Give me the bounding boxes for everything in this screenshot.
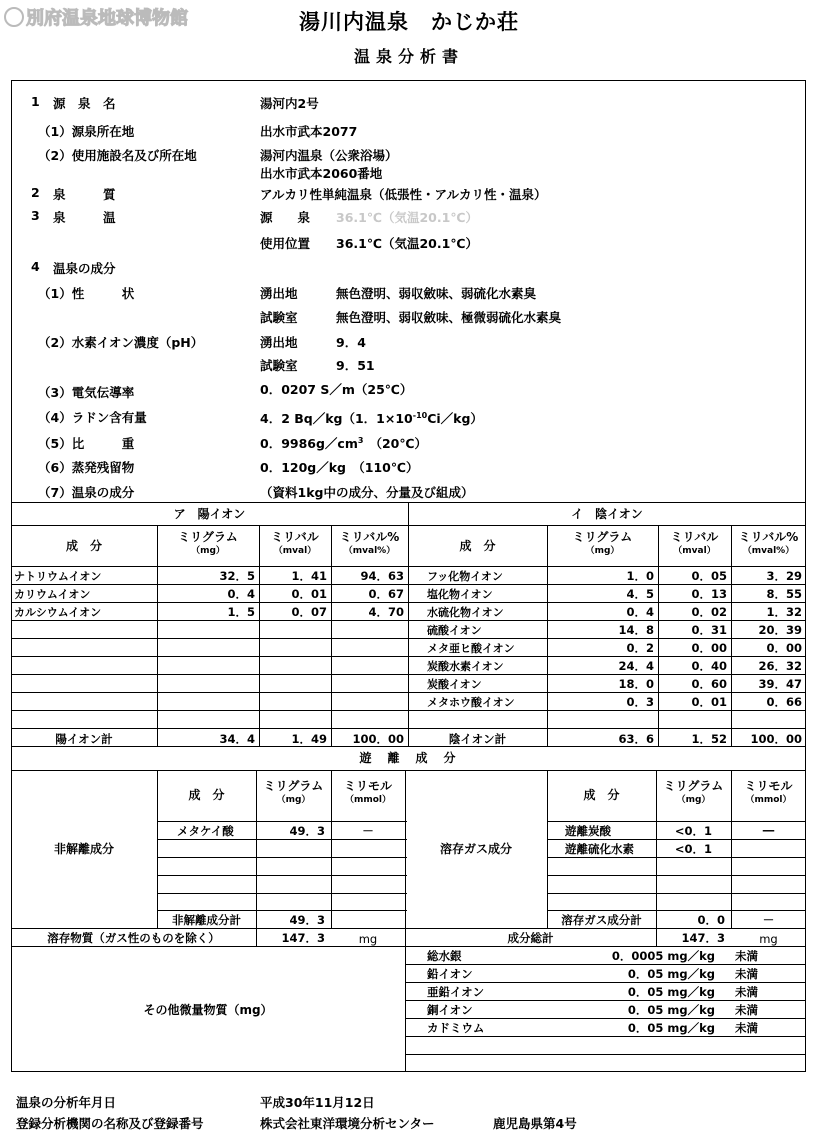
facility-label: （2）使用施設名及び所在地 bbox=[38, 148, 197, 163]
row-divider bbox=[11, 656, 806, 657]
row-divider bbox=[11, 620, 806, 621]
residue-label: （6）蒸発残留物 bbox=[38, 460, 135, 475]
trace-note: 未満 bbox=[735, 949, 758, 963]
non-dissociated-mg: 49．3 bbox=[289, 824, 325, 838]
cation-pct: 94．63 bbox=[360, 569, 404, 583]
gas-name: 遊離硫化水素 bbox=[565, 842, 634, 856]
cation-col-mg: ミリグラム （mg） bbox=[178, 530, 238, 556]
anion-mval: 0．05 bbox=[691, 569, 727, 583]
gas-col-mg: ミリグラム （mg） bbox=[663, 779, 724, 805]
cation-col-component: 成 分 bbox=[65, 539, 102, 553]
row-divider bbox=[547, 910, 806, 911]
property-label: （1）性 状 bbox=[38, 286, 135, 301]
temp-source-label: 源 泉 bbox=[260, 210, 311, 225]
row-divider bbox=[11, 584, 806, 585]
trace-name: 鉛イオン bbox=[427, 967, 473, 981]
row-divider bbox=[11, 710, 806, 711]
anion-col-component: 成 分 bbox=[459, 539, 496, 553]
cation-total-label: 陽イオン計 bbox=[55, 732, 113, 746]
row-divider bbox=[405, 1018, 806, 1019]
non-total-mg: 49．3 bbox=[289, 913, 325, 927]
quality-value: アルカリ性単純温泉（低張性・アルカリ性・温泉） bbox=[260, 187, 547, 202]
anion-mg: 24．4 bbox=[618, 659, 654, 673]
property-source-value: 無色澄明、弱収斂味、弱硫化水素臭 bbox=[336, 286, 537, 301]
document-subtitle: 温泉分析書 bbox=[353, 47, 464, 66]
row-divider bbox=[405, 1054, 806, 1055]
anion-pct: 0．00 bbox=[766, 641, 802, 655]
grand-total-label: 成分総計 bbox=[507, 931, 554, 945]
anion-total-pct: 100．00 bbox=[750, 732, 802, 746]
property-source-label: 湧出地 bbox=[260, 286, 298, 301]
gas-mg: <0．1 bbox=[674, 824, 713, 838]
anion-name: 硫酸イオン bbox=[427, 624, 482, 637]
temp-use-label: 使用位置 bbox=[260, 236, 311, 251]
anion-mg: 0．3 bbox=[626, 695, 654, 709]
anion-name: フッ化物イオン bbox=[427, 570, 503, 583]
gas-mmol: ― bbox=[762, 823, 775, 837]
anion-pct: 0．66 bbox=[766, 695, 802, 709]
non-col-mmol: ミリモル （mmol） bbox=[343, 779, 392, 805]
row-divider bbox=[547, 893, 806, 894]
row-divider bbox=[157, 839, 407, 840]
gas-col-component: 成 分 bbox=[583, 788, 620, 802]
organization-value: 株式会社東洋環境分析センター bbox=[260, 1116, 435, 1131]
document-title: 湯川内温泉 かじか荘 bbox=[299, 10, 519, 34]
property-lab-label: 試験室 bbox=[260, 310, 298, 325]
trace-value: 0．05 mg／kg bbox=[627, 1021, 715, 1035]
trace-note: 未満 bbox=[735, 1021, 758, 1035]
source-no: 1 bbox=[31, 94, 40, 109]
anion-pct: 20．39 bbox=[758, 623, 802, 637]
trace-note: 未満 bbox=[735, 1003, 758, 1017]
non-col-component: 成 分 bbox=[188, 788, 225, 802]
ec-label: （3）電気伝導率 bbox=[38, 385, 135, 400]
comp-label: 温泉の成分 bbox=[53, 261, 116, 276]
quality-no: 2 bbox=[31, 185, 40, 200]
gravity-label: （5）比 重 bbox=[38, 436, 135, 451]
watermark: 別府温泉地球博物館 bbox=[4, 4, 188, 30]
organization-label: 登録分析機関の名称及び登録番号 bbox=[16, 1116, 204, 1131]
location-label: （1）源泉所在地 bbox=[38, 124, 135, 139]
cation-total-mg: 34．4 bbox=[219, 732, 255, 746]
trace-name: 総水銀 bbox=[427, 949, 462, 963]
gas-col-mmol: ミリモル （mmol） bbox=[744, 779, 793, 805]
dissolved-unit: mg bbox=[358, 932, 378, 946]
anion-pct: 8．55 bbox=[766, 587, 802, 601]
ph-source-value: 9．4 bbox=[336, 335, 366, 350]
anion-mg: 18．0 bbox=[618, 677, 654, 691]
row-divider bbox=[11, 602, 806, 603]
anion-name: メタホウ酸イオン bbox=[427, 696, 515, 709]
analysis-date-value: 平成30年11月12日 bbox=[260, 1095, 375, 1110]
anion-name: 炭酸水素イオン bbox=[427, 660, 504, 673]
temp-use-value: 36.1℃（気温20.1℃） bbox=[336, 236, 478, 251]
anion-mval: 0．02 bbox=[691, 605, 727, 619]
anion-col-mg: ミリグラム （mg） bbox=[572, 530, 633, 556]
anion-pct: 1．32 bbox=[766, 605, 802, 619]
non-dissociated-mmol: － bbox=[362, 824, 374, 838]
anion-title: イ 陰イオン bbox=[571, 507, 643, 521]
row-divider bbox=[405, 1000, 806, 1001]
residue-value: 0．120g／kg （110℃） bbox=[260, 460, 419, 475]
anion-pct: 26．32 bbox=[758, 659, 802, 673]
organization-registration: 鹿児島県第4号 bbox=[493, 1116, 577, 1131]
dissolved-gas-label: 溶存ガス成分 bbox=[439, 842, 512, 856]
anion-name: 塩化物イオン bbox=[427, 588, 493, 601]
cation-mg: 0．4 bbox=[227, 587, 255, 601]
gas-mg: <0．1 bbox=[674, 842, 713, 856]
ph-label: （2）水素イオン濃度（pH） bbox=[38, 335, 204, 350]
row-divider bbox=[405, 982, 806, 983]
trace-value: 0．0005 mg／kg bbox=[611, 949, 715, 963]
cation-mval: 0．01 bbox=[291, 587, 327, 601]
temp-label: 泉 温 bbox=[53, 210, 116, 225]
radon-value: 4．2 Bq／kg（1．$1\times 10^{-10}Ci/kg$） bbox=[260, 410, 483, 426]
anion-pct: 3．29 bbox=[766, 569, 802, 583]
ph-lab-value: 9．51 bbox=[336, 358, 375, 373]
gas-total-label: 溶存ガス成分計 bbox=[561, 913, 642, 927]
row-divider bbox=[157, 875, 407, 876]
dissolved-label: 溶存物質（ガス性のものを除く） bbox=[47, 931, 220, 945]
anion-mval: 0．00 bbox=[691, 641, 727, 655]
row-divider bbox=[405, 964, 806, 965]
trace-name: 亜鉛イオン bbox=[427, 985, 485, 999]
quality-label: 泉 質 bbox=[53, 187, 116, 202]
non-dissociated-name: メタケイ酸 bbox=[177, 824, 234, 838]
anion-total-mval: 1．52 bbox=[691, 732, 727, 746]
non-col-mg: ミリグラム （mg） bbox=[263, 779, 324, 805]
location-value: 出水市武本2077 bbox=[260, 124, 358, 139]
row-divider bbox=[157, 857, 407, 858]
components-label: （7）温泉の成分 bbox=[38, 485, 135, 500]
trace-value: 0．05 mg／kg bbox=[627, 985, 715, 999]
row-divider bbox=[405, 1036, 806, 1037]
anion-mg: 0．4 bbox=[626, 605, 654, 619]
ph-lab-label: 試験室 bbox=[260, 358, 298, 373]
cation-pct: 4．70 bbox=[368, 605, 404, 619]
anion-mg: 14．8 bbox=[618, 623, 654, 637]
anion-pct: 39．47 bbox=[758, 677, 802, 691]
source-value: 湯河内2号 bbox=[260, 96, 319, 111]
anion-mval: 0．40 bbox=[691, 659, 727, 673]
trace-name: カドミウム bbox=[427, 1021, 485, 1035]
anion-mg: 1．0 bbox=[626, 569, 654, 583]
cation-total-mval: 1．49 bbox=[291, 732, 327, 746]
anion-total-mg: 63．6 bbox=[618, 732, 654, 746]
trace-note: 未満 bbox=[735, 967, 758, 981]
trace-name: 銅イオン bbox=[427, 1003, 473, 1017]
row-divider bbox=[11, 692, 806, 693]
anion-mval: 0．01 bbox=[691, 695, 727, 709]
row-divider bbox=[11, 638, 806, 639]
ec-value: 0．0207 S／m（25℃） bbox=[260, 382, 413, 397]
row-divider bbox=[547, 857, 806, 858]
anion-mg: 0．2 bbox=[626, 641, 654, 655]
cation-col-mvalp: ミリバル% （mval%） bbox=[339, 530, 400, 556]
analysis-date-label: 温泉の分析年月日 bbox=[16, 1095, 117, 1110]
cation-name: カルシウムイオン bbox=[14, 606, 102, 619]
cation-name: ナトリウムイオン bbox=[14, 570, 102, 583]
anion-mval: 0．31 bbox=[691, 623, 727, 637]
anion-col-mvalp: ミリバル% （mval%） bbox=[738, 530, 799, 556]
row-divider bbox=[11, 674, 806, 675]
radon-label: （4）ラドン含有量 bbox=[38, 410, 147, 425]
temp-source-value: 36.1℃（気温20.1℃） bbox=[336, 210, 478, 225]
temp-no: 3 bbox=[31, 208, 40, 223]
cation-mg: 32．5 bbox=[219, 569, 255, 583]
anion-total-label: 陰イオン計 bbox=[448, 732, 507, 746]
grand-total-value: 147．3 bbox=[681, 931, 725, 945]
cation-name: カリウムイオン bbox=[14, 588, 91, 601]
trace-value: 0．05 mg／kg bbox=[627, 967, 715, 981]
trace-label: その他微量物質（mg） bbox=[143, 1003, 273, 1017]
row-divider bbox=[157, 893, 407, 894]
anion-mval: 0．13 bbox=[691, 587, 727, 601]
cation-mval: 0．07 bbox=[291, 605, 327, 619]
cation-mval: 1．41 bbox=[291, 569, 327, 583]
trace-note: 未満 bbox=[735, 985, 758, 999]
anion-col-mval: ミリバル （mval） bbox=[670, 530, 719, 556]
components-value: （資料1kg中の成分、分量及び組成） bbox=[260, 485, 474, 500]
anion-name: メタ亜ヒ酸イオン bbox=[427, 642, 515, 655]
ph-source-label: 湧出地 bbox=[260, 335, 298, 350]
row-divider bbox=[547, 875, 806, 876]
row-divider bbox=[547, 839, 806, 840]
anion-name: 炭酸イオン bbox=[427, 678, 482, 691]
row-divider bbox=[157, 910, 407, 911]
grand-total-unit: mg bbox=[759, 932, 778, 946]
cation-total-pct: 100．00 bbox=[352, 732, 404, 746]
property-lab-value: 無色澄明、弱収斂味、極微弱硫化水素臭 bbox=[336, 310, 562, 325]
non-total-label: 非解離成分計 bbox=[172, 913, 241, 927]
free-title: 遊 離 成 分 bbox=[359, 751, 458, 765]
gas-total-mmol: － bbox=[762, 913, 775, 927]
anion-name: 水硫化物イオン bbox=[427, 606, 504, 619]
cation-col-mval: ミリバル （mval） bbox=[271, 530, 319, 556]
anion-mg: 4．5 bbox=[626, 587, 654, 601]
cation-mg: 1．5 bbox=[227, 605, 255, 619]
trace-value: 0．05 mg／kg bbox=[627, 1003, 715, 1017]
facility-value: 湯河内温泉（公衆浴場） bbox=[260, 148, 398, 163]
dissolved-value: 147．3 bbox=[281, 931, 325, 945]
anion-mval: 0．60 bbox=[691, 677, 727, 691]
gas-name: 遊離炭酸 bbox=[565, 824, 611, 838]
cation-pct: 0．67 bbox=[368, 587, 404, 601]
cation-title: ア 陽イオン bbox=[173, 507, 246, 521]
facility-address: 出水市武本2060番地 bbox=[260, 166, 383, 181]
non-dissociated-label: 非解離成分 bbox=[53, 842, 114, 856]
comp-no: 4 bbox=[31, 259, 40, 274]
source-label: 源 泉 名 bbox=[53, 96, 116, 111]
gas-total-mg: 0．0 bbox=[697, 913, 725, 927]
gravity-value: 0．$9986g/cm^3$ （20℃） bbox=[260, 435, 427, 451]
